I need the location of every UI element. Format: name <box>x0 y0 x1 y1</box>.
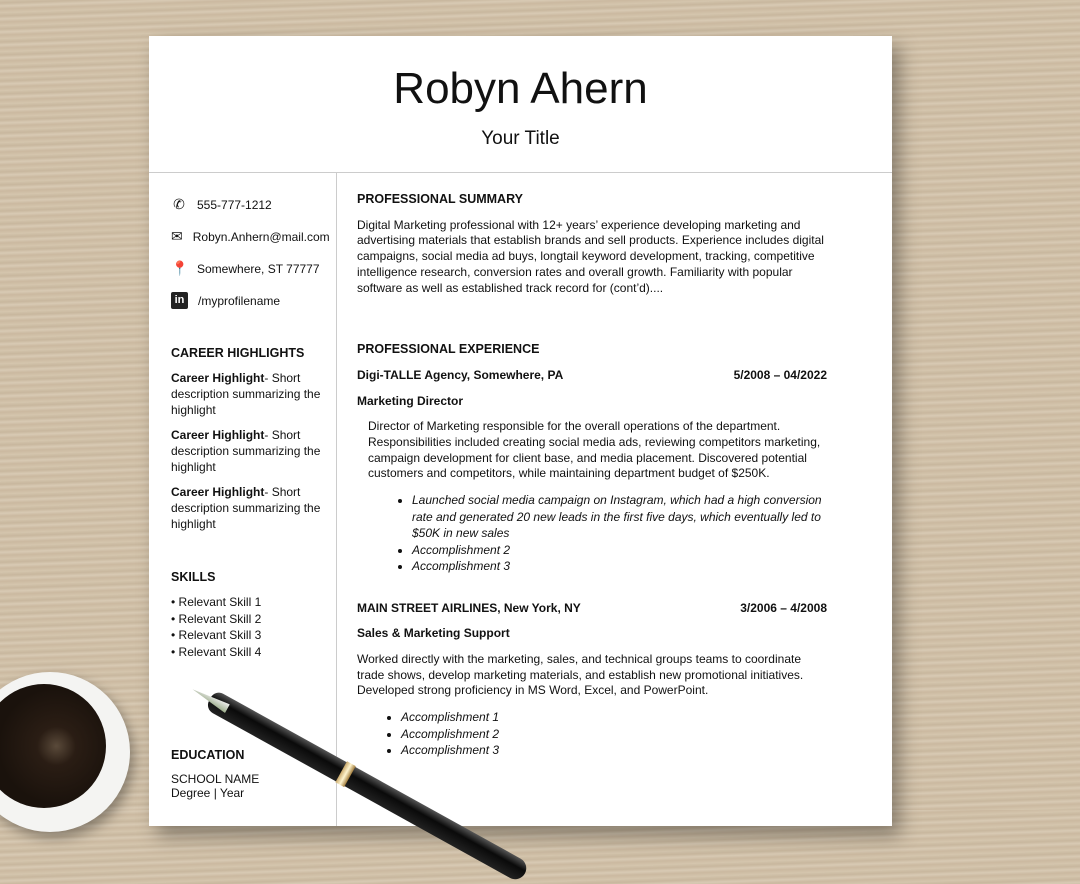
job-role: Sales & Marketing Support <box>357 626 510 641</box>
phone-icon: ✆ <box>173 196 185 212</box>
email-text: Robyn.Anhern@mail.com <box>192 229 330 244</box>
job-dates: 5/2008 – 04/2022 <box>733 367 827 382</box>
skills-heading: SKILLS <box>171 570 216 584</box>
degree-year: Degree | Year <box>171 786 245 800</box>
job-company: Digi-TALLE Agency, Somewhere, PA <box>357 367 564 382</box>
highlight-text: - Short description summarizing the highlight <box>171 428 321 474</box>
highlight-bold: Career Highlight <box>171 371 265 385</box>
highlight-bold: Career Highlight <box>171 428 265 442</box>
job-role: Marketing Director <box>357 393 464 408</box>
location-text: Somewhere, ST 77777 <box>197 261 320 276</box>
experience-heading: PROFESSIONAL EXPERIENCE <box>357 342 540 357</box>
pen-band <box>335 761 355 787</box>
job-description: Director of Marketing responsible for the overall operations of the department. Responsibilities included creating social media ads, reviewing competitors marketing, campaign development for client base, and media placement. Discovered potential customers and competitors, while maintaining department budget of $250K. <box>368 419 821 481</box>
skill-item: • Relevant Skill 3 <box>171 627 321 644</box>
highlight-text: - Short description summarizing the highlight <box>171 371 321 417</box>
column-divider <box>336 172 337 826</box>
coffee <box>0 684 106 808</box>
job-header <box>357 368 827 384</box>
job-company: MAIN STREET AIRLINES, New York, NY <box>357 600 581 615</box>
skill-item: • Relevant Skill 2 <box>171 611 321 628</box>
accomplishment-item: • Accomplishment 2 <box>401 726 827 743</box>
accomplishment-item: • Accomplishment 3 <box>412 558 827 575</box>
highlight-item <box>171 370 321 418</box>
highlight-item <box>171 484 321 532</box>
contact-linkedin <box>171 292 321 309</box>
skills-list <box>171 594 321 660</box>
resume-page <box>149 36 892 826</box>
map-pin-icon: 📍 <box>171 260 189 276</box>
job-dates: 3/2006 – 4/2008 <box>740 600 827 615</box>
skill-item: • Relevant Skill 4 <box>171 644 321 661</box>
accomplishment-item: • Accomplishment 1 <box>401 709 827 726</box>
phone-text: 555-777-1212 <box>197 197 272 212</box>
skill-item: • Relevant Skill 1 <box>171 594 321 611</box>
school-name: SCHOOL NAME <box>171 772 260 786</box>
summary-heading: PROFESSIONAL SUMMARY <box>357 192 523 206</box>
accomplishment-item: • Accomplishment 2 <box>412 542 827 559</box>
job-header <box>357 601 827 617</box>
right-column <box>357 192 827 759</box>
envelope-icon: ✉ <box>171 228 183 244</box>
accomplishment-list <box>412 492 827 575</box>
summary-text: Digital Marketing professional with 12+ years’ experience developing marketing and advertising materials that establish brands and sell products. Experience includes digital campaigns, social media ad buys, longtail keyword development, tracking, competitive intelligence research, conversion rates and overall growth. Familiarity with popular software as well as established track record for (cont’d).... <box>357 217 824 295</box>
resume-name: Robyn Ahern <box>393 64 648 113</box>
highlight-text: - Short description summarizing the highlight <box>171 485 321 531</box>
career-highlights-heading: CAREER HIGHLIGHTS <box>171 346 305 360</box>
resume-title: Your Title <box>481 128 560 149</box>
contact-phone <box>171 196 321 213</box>
header-divider <box>149 172 892 173</box>
job-description: Worked directly with the marketing, sales, and technical groups teams to coordinate trade shows, develop marketing materials, and establish new promotional initiatives. Developed strong proficiency in MS Word, Excel, and PowerPoint. <box>357 652 804 698</box>
accomplishment-item: • Launched social media campaign on Instagram, which had a high conversion rate and generated 20 new leads in the first five days, which eventually led to $50K in new sales <box>412 492 827 542</box>
accomplishment-item: • Accomplishment 3 <box>401 742 827 759</box>
coffee-cup <box>0 672 130 832</box>
linkedin-text: /myprofilename <box>198 293 281 308</box>
linkedin-icon: in <box>171 292 188 309</box>
accomplishment-list <box>401 709 827 759</box>
highlight-item <box>171 427 321 475</box>
education-heading: EDUCATION <box>171 748 245 762</box>
highlight-bold: Career Highlight <box>171 485 265 499</box>
contact-email <box>171 228 330 245</box>
contact-location <box>171 260 321 277</box>
